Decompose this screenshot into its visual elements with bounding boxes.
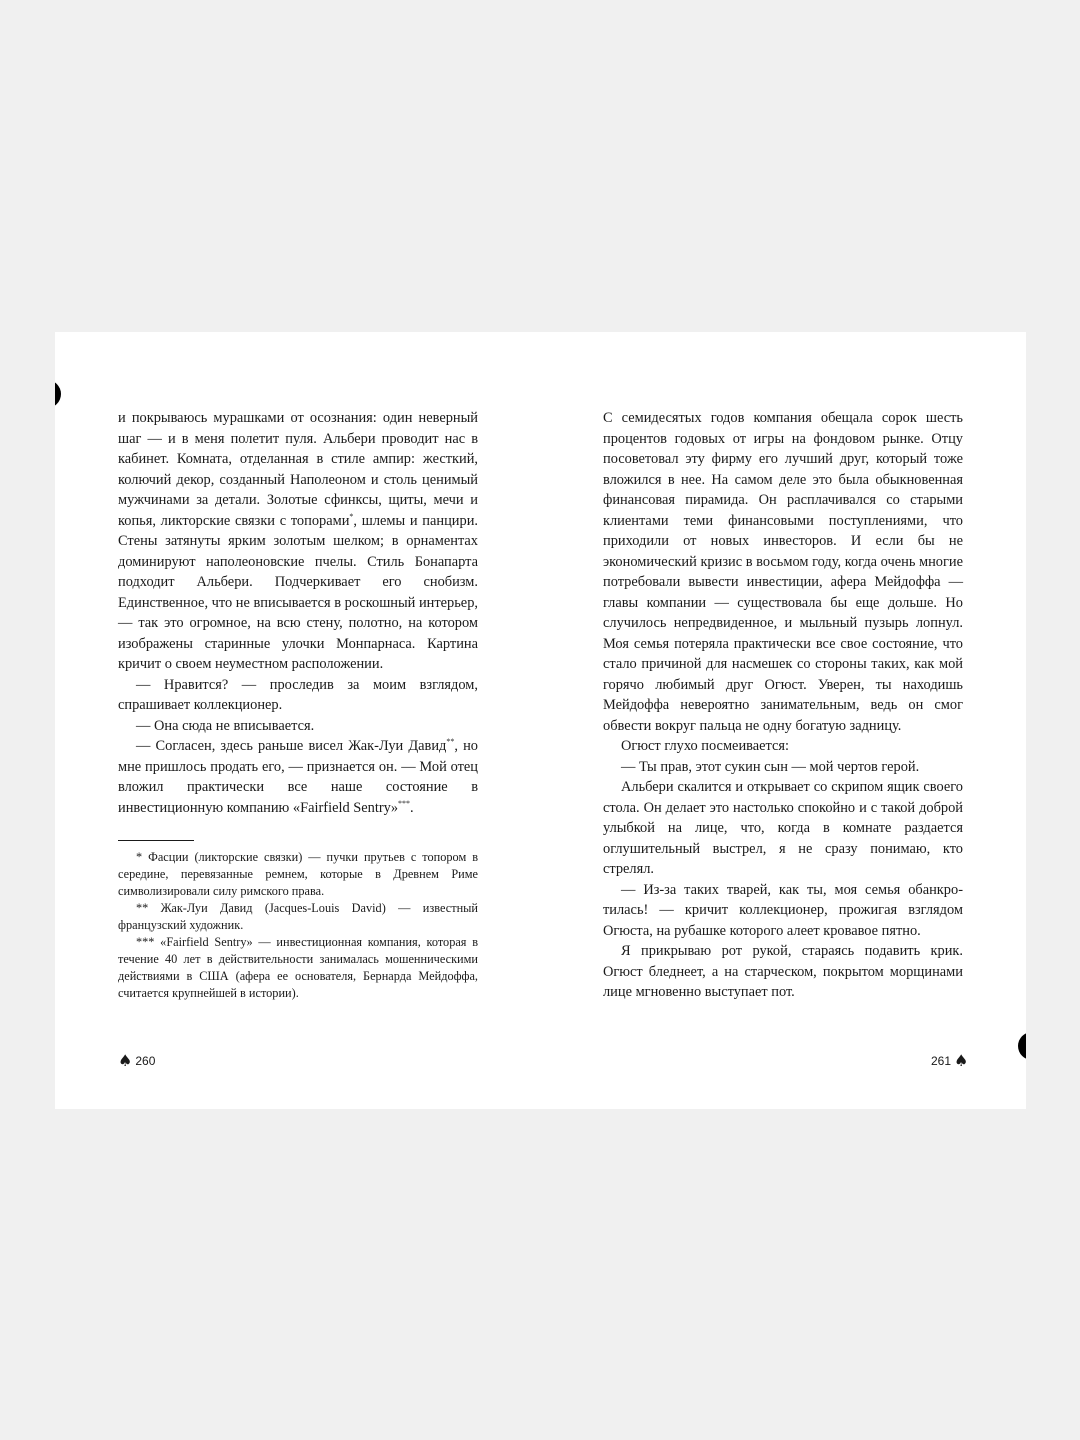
page-number: 260	[135, 1054, 156, 1068]
paragraph: и покрываюсь мурашками от осознания: один неверный шаг — и в меня полетит пуля. Альбери проводит нас в кабинет. Комната, отделанная в стиле ампир: жесткий, колючий декор, созданный Наполеоном и столь ценимый мужчинами за детали. Золотые сфинксы, щиты, мечи и копья, ликторские связки с топорами*, шлемы и панцири. Стены затянуты ярким золотым шелком; в орнаментах доминируют наполеоновские пчелы. Стиль Бонапарта подходит Альбери. Подчеркивает его снобизм. Единственное, что не вписывается в роскошный интерьер, — так это огромное, на всю стену, полотно, на котором изображены старинные улочки Монпарнаса. Картина кричит о своем неуместном расположении.	[118, 410, 478, 672]
paragraph: С семидесятых годов компания обещала сорок шесть процентов годовых от игры на фондовом рынке. Отцу посоветовал эту фирму его лучший друг, который тоже вложился в нее. На самом деле это была обыкновенная финансовая пирамида. Он расплачивался со старыми клиентами теми финансовыми поступлениями, что приходили от новых инвесторов. И если бы не экономический кризис в восьмом году, когда очень многие потребовали вывести инвестиции, афера Мейдоффа — главы компании — существовала бы еще дольше. Но случилось непредвиденное, и мыльный пузырь лопнул. Моя семья потеряла практически все свое состояние, что стало причиной для насмешек со стороны таких, как мой горячо любимый друг Огюст. Уверен, ты находишь Мейдоффа невероятно занимательным, ведь он смог обвести вокруг пальца не одну богатую задницу.	[603, 410, 963, 734]
spade-icon: ♠	[118, 1051, 133, 1070]
spade-icon: ♠	[954, 1051, 969, 1070]
paragraph: Я прикрываю рот рукой, стараясь подавить крик. Огюст бледнеет, а на старческом, покрытом морщинами лице мгновенно выступает пот.	[603, 943, 963, 1000]
paragraph: — Согласен, здесь раньше висел Жак-Луи Давид**, но мне пришлось продать его, — признается он. — Мой отец вложил практически все наше состояние в инвестиционную компанию «Fairfield Sentry»***.	[118, 737, 479, 816]
footnotes	[118, 849, 478, 1002]
thumb-tab-icon	[1018, 1032, 1026, 1060]
footnote: * Фасции (ликторские связки) — пучки прутьев с топором в середине, перевязанные ремнем, которые в Древнем Риме символизировали силу римского права.	[118, 850, 478, 898]
page-number: 261	[931, 1054, 952, 1068]
paragraph: — Ты прав, этот сукин сын — мой чертов герой.	[621, 758, 920, 775]
footnote: ** Жак-Луи Давид (Jacques-Louis David) — известный французский художник.	[118, 901, 478, 932]
right-page-body	[603, 408, 963, 1003]
paragraph: Альбери скалится и открывает со скрипом ящик своего стола. Он делает это настолько спокойно и с такой доброй улыбкой на лице, что, когда в комнате раздается оглушительный выстрел, я не сразу понимаю, кто стрелял.	[603, 779, 963, 877]
footnote-divider	[118, 840, 194, 841]
book-spread	[55, 332, 1026, 1109]
paragraph: — Из-за таких тварей, как ты, моя семья обанкротилась! — кричит коллекционер, прожигая взглядом Огюста, на рубашке которого алеет кровавое пятно.	[603, 881, 963, 939]
paragraph: Огюст глухо посмеивается:	[621, 738, 789, 754]
left-page-body	[118, 408, 478, 1002]
footnote: *** «Fairfield Sentry» — инвестиционная компания, которая в течение 40 лет в действительности занималась мошенническими действиями в США (афера ее основателя, Бернарда Мейдоффа, считается крупнейшей в истории).	[118, 935, 478, 1000]
paragraph: — Она сюда не вписывается.	[136, 717, 315, 734]
thumb-tab-icon	[55, 380, 61, 408]
paragraph: — Нравится? — проследив за моим взглядом, спрашивает коллекционер.	[118, 676, 478, 713]
left-page-folio	[118, 1053, 155, 1069]
right-page-folio	[931, 1053, 968, 1069]
